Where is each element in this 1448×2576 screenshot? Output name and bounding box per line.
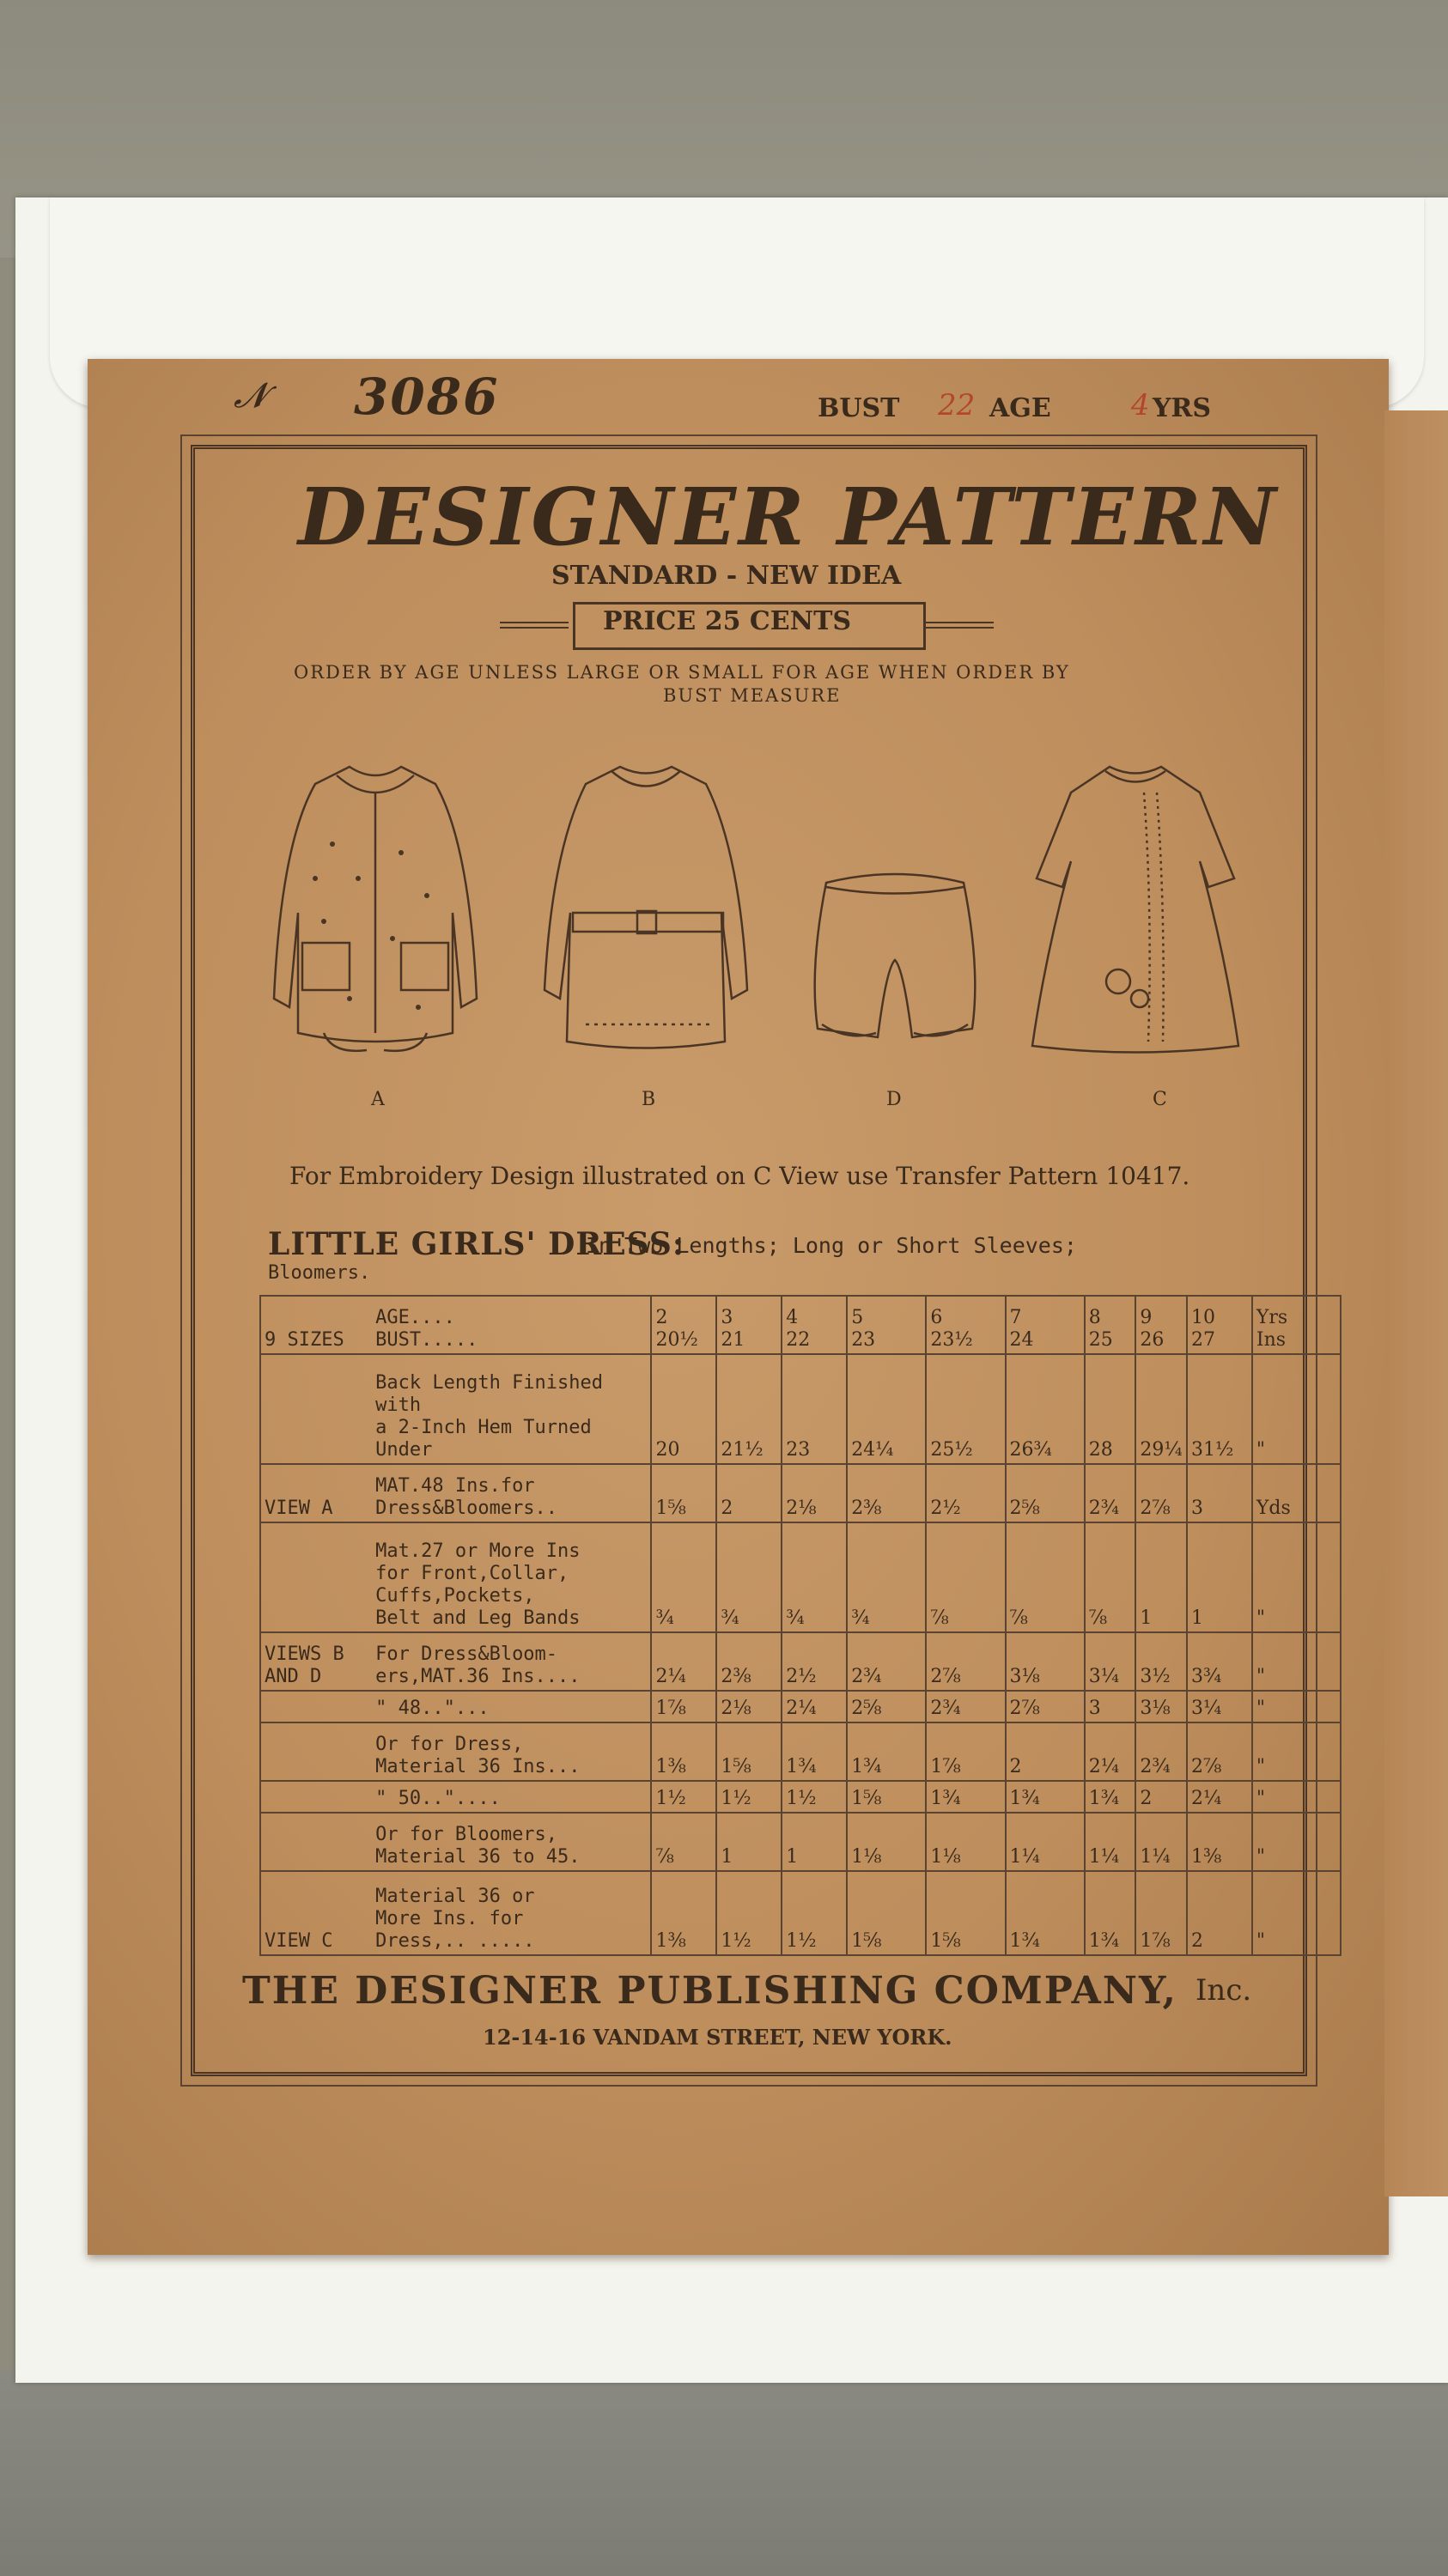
- table-cell: ¾: [847, 1522, 926, 1632]
- bust-value: 22: [938, 388, 976, 422]
- table-cell: 28: [1085, 1354, 1136, 1464]
- table-cell: ": [1252, 1354, 1341, 1464]
- table-cell: 1: [782, 1813, 847, 1871]
- table-cell: VIEW A: [260, 1464, 372, 1522]
- table-cell: 3½: [1135, 1632, 1187, 1691]
- table-cell: VIEWS B AND D: [260, 1632, 372, 1691]
- table-cell: 2¾: [1135, 1722, 1187, 1781]
- table-cell: 23: [782, 1354, 847, 1464]
- pattern-envelope: [88, 359, 1389, 2255]
- table-cell: 1½: [651, 1781, 716, 1813]
- table-cell: 2 20½: [651, 1296, 716, 1354]
- table-cell: 1⅞: [651, 1691, 716, 1722]
- table-cell: AGE.... BUST.....: [372, 1296, 651, 1354]
- logo-mark: 𝓝: [234, 376, 267, 416]
- table-cell: 2: [1187, 1871, 1252, 1955]
- table-cell: 2⅜: [716, 1632, 782, 1691]
- table-cell: [260, 1354, 372, 1464]
- table-cell: ": [1252, 1781, 1341, 1813]
- view-label-d: D: [886, 1089, 902, 1110]
- bust-label: BUST: [818, 393, 900, 423]
- table-cell: 25½: [926, 1354, 1005, 1464]
- table-cell: 21½: [716, 1354, 782, 1464]
- table-cell: 2⅝: [847, 1691, 926, 1722]
- table-cell: 9 SIZES: [260, 1296, 372, 1354]
- background-table: [0, 2370, 1448, 2576]
- table-cell: ": [1252, 1871, 1341, 1955]
- table-cell: MAT.48 Ins.for Dress&Bloomers..: [372, 1464, 651, 1522]
- table-cell: 1⅝: [926, 1871, 1005, 1955]
- table-cell: 1¾: [926, 1781, 1005, 1813]
- price-label: PRICE 25 CENTS: [603, 606, 852, 636]
- table-cell: [260, 1691, 372, 1722]
- view-label-b: B: [642, 1089, 656, 1110]
- table-cell: ¾: [782, 1522, 847, 1632]
- table-cell: 2⅛: [782, 1464, 847, 1522]
- table-cell: " 48.."...: [372, 1691, 651, 1722]
- age-value: 4: [1131, 388, 1150, 422]
- table-cell: 31½: [1187, 1354, 1252, 1464]
- view-label-a: A: [371, 1089, 385, 1110]
- table-row: [260, 1871, 1341, 1955]
- price-rule-right: [925, 622, 994, 629]
- table-cell: 2⅛: [716, 1691, 782, 1722]
- table-cell: 26¾: [1006, 1354, 1085, 1464]
- table-cell: 1⅛: [926, 1813, 1005, 1871]
- publisher-inc: Inc.: [1196, 1973, 1252, 2008]
- table-cell: 9 26: [1135, 1296, 1187, 1354]
- table-cell: 3¾: [1187, 1632, 1252, 1691]
- pattern-edge: [1384, 410, 1448, 2196]
- table-row: [260, 1464, 1341, 1522]
- table-cell: 10 27: [1187, 1296, 1252, 1354]
- price-rule-left: [500, 622, 569, 629]
- section-description: In Two Lengths; Long or Short Sleeves;: [586, 1233, 1077, 1258]
- table-cell: ": [1252, 1813, 1341, 1871]
- table-cell: 3¼: [1085, 1632, 1136, 1691]
- table-cell: 1⅛: [847, 1813, 926, 1871]
- table-cell: 5 23: [847, 1296, 926, 1354]
- publisher-name: THE DESIGNER PUBLISHING COMPANY,: [242, 1969, 1177, 2013]
- table-cell: For Dress&Bloom- ers,MAT.36 Ins....: [372, 1632, 651, 1691]
- table-cell: Or for Dress, Material 36 Ins...: [372, 1722, 651, 1781]
- table-cell: 2: [1006, 1722, 1085, 1781]
- table-cell: Or for Bloomers, Material 36 to 45.: [372, 1813, 651, 1871]
- table-cell: ⅞: [1085, 1522, 1136, 1632]
- table-cell: 2¼: [651, 1632, 716, 1691]
- page-title: DESIGNER PATTERN: [298, 471, 1279, 563]
- table-cell: 2: [716, 1464, 782, 1522]
- table-cell: 2¼: [782, 1691, 847, 1722]
- table-cell: ⅞: [1006, 1522, 1085, 1632]
- table-cell: 1⅝: [651, 1464, 716, 1522]
- table-cell: 1¼: [1085, 1813, 1136, 1871]
- table-cell: 2⅜: [847, 1464, 926, 1522]
- table-row: [260, 1296, 1341, 1354]
- table-cell: 8 25: [1085, 1296, 1136, 1354]
- table-cell: [260, 1781, 372, 1813]
- table-cell: 1⅜: [1187, 1813, 1252, 1871]
- table-cell: 2¾: [926, 1691, 1005, 1722]
- table-cell: 1⅞: [1135, 1871, 1187, 1955]
- table-cell: 3¼: [1187, 1691, 1252, 1722]
- table-cell: 2⅞: [926, 1632, 1005, 1691]
- table-cell: 1¾: [1006, 1871, 1085, 1955]
- table-cell: Mat.27 or More Ins for Front,Collar, Cuffs,Pockets, Belt and Leg Bands: [372, 1522, 651, 1632]
- table-cell: 2¾: [847, 1632, 926, 1691]
- table-cell: 1¾: [782, 1722, 847, 1781]
- table-cell: [260, 1722, 372, 1781]
- table-cell: 2¼: [1085, 1722, 1136, 1781]
- table-cell: 1: [716, 1813, 782, 1871]
- view-a-illustration: [255, 741, 496, 1067]
- table-row: [260, 1354, 1341, 1464]
- table-cell: ¾: [716, 1522, 782, 1632]
- table-cell: 4 22: [782, 1296, 847, 1354]
- yardage-table: [259, 1295, 1342, 1956]
- table-cell: 1⅜: [651, 1722, 716, 1781]
- table-cell: 2⅞: [1006, 1691, 1085, 1722]
- table-cell: ": [1252, 1522, 1341, 1632]
- age-label: AGE: [989, 393, 1051, 423]
- table-cell: 29¼: [1135, 1354, 1187, 1464]
- table-cell: 1⅝: [847, 1781, 926, 1813]
- table-cell: 2⅞: [1187, 1722, 1252, 1781]
- table-cell: ⅞: [926, 1522, 1005, 1632]
- table-cell: 1½: [782, 1871, 847, 1955]
- table-cell: ": [1252, 1722, 1341, 1781]
- table-cell: [260, 1522, 372, 1632]
- table-cell: 1: [1187, 1522, 1252, 1632]
- table-cell: 2⅝: [1006, 1464, 1085, 1522]
- order-note-continued: BUST MEASURE: [663, 685, 842, 706]
- embroidery-note: For Embroidery Design illustrated on C View use Transfer Pattern 10417.: [289, 1162, 1190, 1190]
- publisher-address: 12-14-16 VANDAM STREET, NEW YORK.: [483, 2025, 952, 2050]
- pattern-number: 3086: [354, 368, 500, 426]
- table-cell: Material 36 or More Ins. for Dress,.. .....: [372, 1871, 651, 1955]
- table-cell: 2½: [926, 1464, 1005, 1522]
- section-description-continued: Bloomers.: [268, 1262, 371, 1284]
- table-cell: 2¾: [1085, 1464, 1136, 1522]
- table-cell: ": [1252, 1691, 1341, 1722]
- view-c-illustration: [1015, 741, 1256, 1067]
- table-cell: 1½: [716, 1871, 782, 1955]
- table-row: [260, 1722, 1341, 1781]
- yrs-label: YRS: [1153, 393, 1212, 423]
- table-cell: 3 21: [716, 1296, 782, 1354]
- table-cell: ": [1252, 1632, 1341, 1691]
- table-cell: 6 23½: [926, 1296, 1005, 1354]
- table-cell: Yrs Ins: [1252, 1296, 1341, 1354]
- order-note: ORDER BY AGE UNLESS LARGE OR SMALL FOR AGE WHEN ORDER BY: [294, 662, 1070, 683]
- table-cell: 1: [1135, 1522, 1187, 1632]
- table-row: [260, 1632, 1341, 1691]
- table-row: [260, 1781, 1341, 1813]
- table-cell: 1¾: [847, 1722, 926, 1781]
- table-cell: 2⅞: [1135, 1464, 1187, 1522]
- yardage-table-body: [260, 1296, 1341, 1955]
- table-cell: ¾: [651, 1522, 716, 1632]
- table-cell: 3: [1187, 1464, 1252, 1522]
- table-cell: 3: [1085, 1691, 1136, 1722]
- table-cell: 1⅜: [651, 1871, 716, 1955]
- view-label-c: C: [1153, 1089, 1167, 1110]
- table-cell: 1½: [716, 1781, 782, 1813]
- table-cell: 1⅞: [926, 1722, 1005, 1781]
- table-cell: 24¼: [847, 1354, 926, 1464]
- table-cell: 1¼: [1006, 1813, 1085, 1871]
- table-cell: 2¼: [1187, 1781, 1252, 1813]
- view-d-illustration: [809, 866, 981, 1063]
- table-cell: [260, 1813, 372, 1871]
- table-cell: 20: [651, 1354, 716, 1464]
- table-cell: ⅞: [651, 1813, 716, 1871]
- table-cell: 2½: [782, 1632, 847, 1691]
- subtitle: STANDARD - NEW IDEA: [551, 561, 902, 591]
- table-cell: 3⅛: [1006, 1632, 1085, 1691]
- view-b-illustration: [526, 741, 766, 1067]
- table-cell: 7 24: [1006, 1296, 1085, 1354]
- table-cell: Back Length Finished with a 2-Inch Hem Turned Under: [372, 1354, 651, 1464]
- table-cell: Yds: [1252, 1464, 1341, 1522]
- section-title: LITTLE GIRLS' DRESS:: [268, 1226, 685, 1262]
- table-row: [260, 1691, 1341, 1722]
- table-cell: 1⅝: [716, 1722, 782, 1781]
- table-cell: 3⅛: [1135, 1691, 1187, 1722]
- table-cell: 2: [1135, 1781, 1187, 1813]
- table-cell: 1¾: [1006, 1781, 1085, 1813]
- table-cell: 1¾: [1085, 1781, 1136, 1813]
- table-row: [260, 1522, 1341, 1632]
- table-cell: 1⅝: [847, 1871, 926, 1955]
- table-cell: 1½: [782, 1781, 847, 1813]
- table-row: [260, 1813, 1341, 1871]
- table-cell: " 50.."....: [372, 1781, 651, 1813]
- table-cell: 1¾: [1085, 1871, 1136, 1955]
- table-cell: VIEW C: [260, 1871, 372, 1955]
- table-cell: 1¼: [1135, 1813, 1187, 1871]
